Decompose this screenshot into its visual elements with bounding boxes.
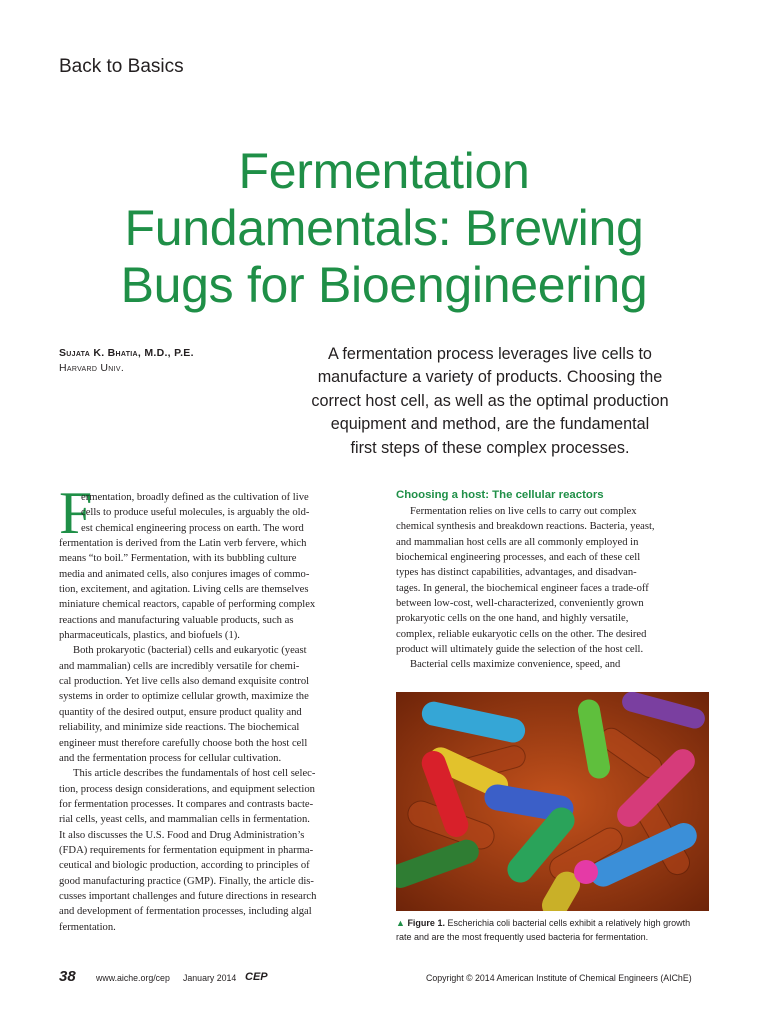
text-line: for fermentation processes. It compares and contrasts bacte-	[59, 798, 314, 810]
section-subhead: Choosing a host: The cellular reactors	[396, 489, 604, 501]
text-line: It also discusses the U.S. Food and Drug Administration’s	[59, 829, 305, 841]
text-line: biochemical engineering processes, and each of these cell	[396, 552, 641, 564]
text-line: rial cells, yeast cells, and mammalian cells in fermentation.	[59, 814, 310, 826]
text-line: between low-cost, well-characterized, conveniently grown	[396, 598, 644, 610]
author-affiliation: Harvard Univ.	[59, 362, 125, 374]
text-line: ermentation, broadly defined as the cultivation of live	[81, 492, 309, 503]
left-column	[59, 490, 371, 935]
page-footer	[59, 968, 709, 987]
text-line: (FDA) requirements for fermentation equipment in pharma-	[59, 844, 314, 856]
deck-line: A fermentation process leverages live cells to	[328, 345, 652, 363]
deck-line: manufacture a variety of products. Choosing the	[317, 368, 663, 387]
text-line: systems in order to optimize cellular growth, maximize the	[59, 691, 309, 703]
text-line: reactions and manufacturing valuable products, such as	[59, 614, 294, 626]
text-line: Bacterial cells maximize convenience, speed, and	[410, 659, 621, 671]
page-number: 38	[59, 968, 76, 985]
text-line: means “to boil.” Fermentation, with its bubbling culture	[59, 553, 297, 565]
text-line: Fermentation relies on live cells to carry out complex	[410, 506, 637, 517]
deck-line: equipment and method, are the fundamental	[330, 415, 650, 434]
footer-date: January 2014	[183, 973, 237, 983]
author-block	[59, 346, 194, 376]
text-line: tion, excitement, and agitation. Living cells are themselves	[59, 584, 309, 596]
figure-label: Figure 1.	[407, 918, 445, 928]
text-line: media and animated cells, also conjures images of commo-	[59, 568, 310, 580]
text-line: reliability, and minimize side reactions. The biochemical	[59, 722, 300, 734]
magazine-logo: CEP	[245, 971, 268, 983]
text-line: and development of fermentation processes, including algal	[59, 906, 312, 918]
ecoli-micrograph	[396, 692, 709, 911]
figure-caption	[396, 917, 714, 944]
text-line: engineer must therefore carefully choose both the host cell	[59, 737, 308, 749]
title-line: Fermentation	[238, 143, 530, 199]
article-deck	[276, 343, 704, 460]
text-line: fermentation.	[59, 921, 116, 933]
caption-line	[396, 917, 714, 931]
text-line: quantity of the desired output, ensure product quality and	[59, 706, 302, 718]
text-line: cusses important challenges and future directions in research	[59, 890, 317, 902]
text-line: product will ultimately guide the selection of the host cell.	[396, 644, 644, 656]
text-line: cal production. Yet live cells also demand exquisite control	[59, 676, 310, 688]
text-line: Both prokaryotic (bacterial) cells and eukaryotic (yeast	[73, 645, 307, 657]
text-line: types has distinct capabilities, advantages, and disadvan-	[396, 567, 637, 579]
drop-cap: F	[59, 480, 93, 546]
section-label: Back to Basics	[59, 56, 184, 77]
text-line: chemical synthesis and breakdown reactions. Bacteria, yeast,	[396, 521, 655, 533]
triangle-marker-icon: ▲	[396, 918, 405, 928]
text-line: good manufacturing practice (GMP). Finally, the article dis-	[59, 875, 314, 887]
text-line: and mammalian host cells are all commonly employed in	[396, 536, 639, 548]
text-line: fermentation is derived from the Latin verb fervere, which	[59, 538, 307, 550]
deck-line: first steps of these complex processes.	[350, 438, 630, 457]
text-line: and mammalian) cells are incredibly versatile for chemi-	[59, 660, 300, 672]
text-line: tion, process design considerations, and equipment selection	[59, 783, 315, 795]
text-line: pharmaceuticals, plastics, and biofuels (1).	[59, 630, 240, 642]
text-line: miniature chemical reactors, capable of performing complex	[59, 599, 316, 611]
deck-line: correct host cell, as well as the optimal production	[311, 391, 669, 410]
text-line: This article describes the fundamentals of host cell selec-	[73, 768, 316, 780]
text-line: complex, reliable eukaryotic cells on the other. The desired	[396, 628, 647, 640]
title-line: Bugs for Bioengineering	[120, 257, 648, 313]
right-column	[396, 488, 710, 673]
title-line: Fundamentals: Brewing	[124, 200, 644, 256]
footer-url: www.aiche.org/cep	[96, 973, 170, 983]
author-name: Sujata K. Bhatia, M.D., P.E.	[59, 347, 194, 359]
text-line: ceutical and biologic production, according to principles of	[59, 860, 310, 872]
text-line: cells to produce useful molecules, is arguably the old-	[81, 507, 310, 519]
copyright-notice: Copyright © 2014 American Institute of Chemical Engineers (AIChE)	[426, 973, 692, 983]
figure-ecoli-image	[396, 692, 709, 911]
text-line: prokaryotic cells on the one hand, and highly versatile,	[396, 613, 629, 625]
caption-line: rate and are the most frequently used bacteria for fermentation.	[396, 931, 649, 942]
caption-text: Escherichia coli bacterial cells exhibit a relatively high growth	[447, 918, 691, 928]
text-line: est chemical engineering process on earth. The word	[81, 522, 304, 534]
article-title	[20, 143, 748, 314]
text-line: tages. In general, the biochemical engineer faces a trade-off	[396, 582, 649, 594]
right-column-body	[396, 504, 710, 673]
text-line: and the fermentation process for cellular cultivation.	[59, 752, 282, 764]
